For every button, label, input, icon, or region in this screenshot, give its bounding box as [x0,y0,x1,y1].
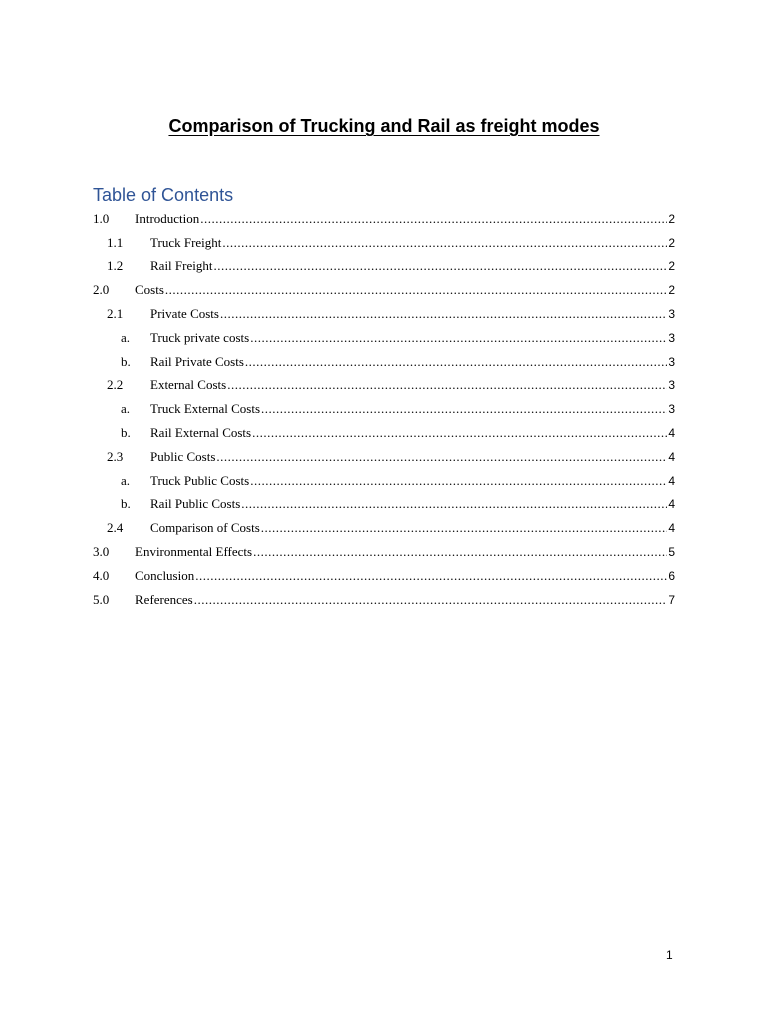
toc-entry-title[interactable]: Rail Public Costs [150,496,241,512]
toc-dot-leader [220,306,667,322]
toc-entry[interactable] [93,397,675,421]
toc-entry-page[interactable]: 3 [668,307,675,322]
toc-entry[interactable] [93,326,675,350]
toc-dot-leader [250,473,667,489]
toc-entry-number: a. [121,472,131,488]
toc-entry[interactable] [93,255,675,279]
toc-entry-number: 2.1 [107,306,124,322]
toc-entry-number: 2.0 [93,282,110,298]
toc-entry-number: 1.2 [107,258,124,274]
toc-heading: Table of Contents [93,185,234,205]
toc-dot-leader [213,258,667,274]
toc-entry-page[interactable]: 5 [668,545,675,560]
toc-entry-title[interactable]: External Costs [150,377,227,393]
toc-dot-leader [261,401,667,417]
toc-entry[interactable] [93,564,675,588]
toc-entry-page[interactable]: 3 [668,330,675,345]
toc-entry[interactable] [93,469,675,493]
toc-entry-number: 3.0 [93,544,110,560]
toc-entry[interactable] [93,493,675,517]
toc-dot-leader [216,449,667,465]
toc-entry-page[interactable]: 4 [668,426,675,441]
toc-entry-title[interactable]: Environmental Effects [135,544,253,560]
toc-entry-page[interactable]: 2 [668,211,675,226]
toc-entry-title[interactable]: Rail External Costs [150,425,252,441]
toc-dot-leader [195,568,667,584]
toc-entry-page[interactable]: 3 [668,402,675,417]
toc-entry[interactable] [93,231,675,255]
toc-entry-page[interactable]: 2 [668,235,675,250]
toc-entry[interactable] [93,516,675,540]
toc-dot-leader [165,282,667,298]
toc-dot-leader [261,520,668,536]
toc-entry-title[interactable]: Public Costs [150,448,216,464]
toc-entry-title[interactable]: Truck private costs [150,329,250,345]
toc-entry-number: a. [121,329,131,345]
toc-entry-number: 2.2 [107,377,124,393]
toc-entry-title[interactable]: Rail Freight [150,258,213,274]
toc-entry-page[interactable]: 7 [668,592,675,607]
toc-entry-number: 1.0 [93,210,110,226]
toc-entry[interactable] [93,350,675,374]
toc-entry-number: b. [121,425,131,441]
toc-dot-leader [194,592,668,608]
toc-entry[interactable] [93,302,675,326]
toc-dot-leader [222,235,667,251]
toc-entry-page[interactable]: 4 [668,473,675,488]
toc-entry-number: 5.0 [93,591,110,607]
toc-entry-page[interactable]: 4 [668,449,675,464]
page-number: 1 [666,948,673,962]
toc-entry-title[interactable]: Private Costs [150,306,219,322]
toc-entry-page[interactable]: 2 [668,259,675,274]
toc-entry-title[interactable]: Comparison of Costs [150,520,260,536]
toc-entry-page[interactable]: 4 [668,521,675,536]
toc-entry[interactable] [93,421,675,445]
toc-dot-leader [253,544,667,560]
toc-entry-page[interactable]: 3 [668,354,675,369]
toc-entry-title[interactable]: Truck External Costs [150,401,261,417]
toc-dot-leader [245,354,667,370]
toc-entry[interactable] [93,445,675,469]
toc-entry-title[interactable]: Truck Freight [150,234,222,250]
toc-entry-page[interactable]: 4 [668,497,675,512]
toc-entry[interactable] [93,588,675,612]
toc-entry-title[interactable]: Truck Public Costs [150,472,250,488]
toc-entry-number: 2.3 [107,448,124,464]
toc-entry-number: b. [121,496,131,512]
toc-entry-number: a. [121,401,131,417]
toc-entry[interactable] [93,207,675,231]
toc-entry[interactable] [93,374,675,398]
table-of-contents [93,207,675,612]
toc-entry-title[interactable]: Conclusion [135,567,195,583]
toc-entry-page[interactable]: 6 [668,568,675,583]
toc-entry-title[interactable]: References [135,591,193,607]
toc-dot-leader [241,496,667,512]
toc-entry-title[interactable]: Rail Private Costs [150,353,244,369]
toc-dot-leader [252,425,667,441]
toc-entry-page[interactable]: 3 [668,378,675,393]
toc-dot-leader [200,211,667,227]
toc-entry-number: 2.4 [107,520,124,536]
toc-entry[interactable] [93,278,675,302]
toc-dot-leader [227,377,667,393]
toc-entry-number: 4.0 [93,567,110,583]
toc-entry-title[interactable]: Costs [135,282,164,298]
toc-entry-title[interactable]: Introduction [135,210,200,226]
toc-entry-number: 1.1 [107,234,124,250]
toc-entry-page[interactable]: 2 [668,283,675,298]
toc-entry[interactable] [93,540,675,564]
toc-dot-leader [250,330,667,346]
toc-entry-number: b. [121,353,131,369]
document-title: Comparison of Trucking and Rail as freight modes [168,116,600,136]
